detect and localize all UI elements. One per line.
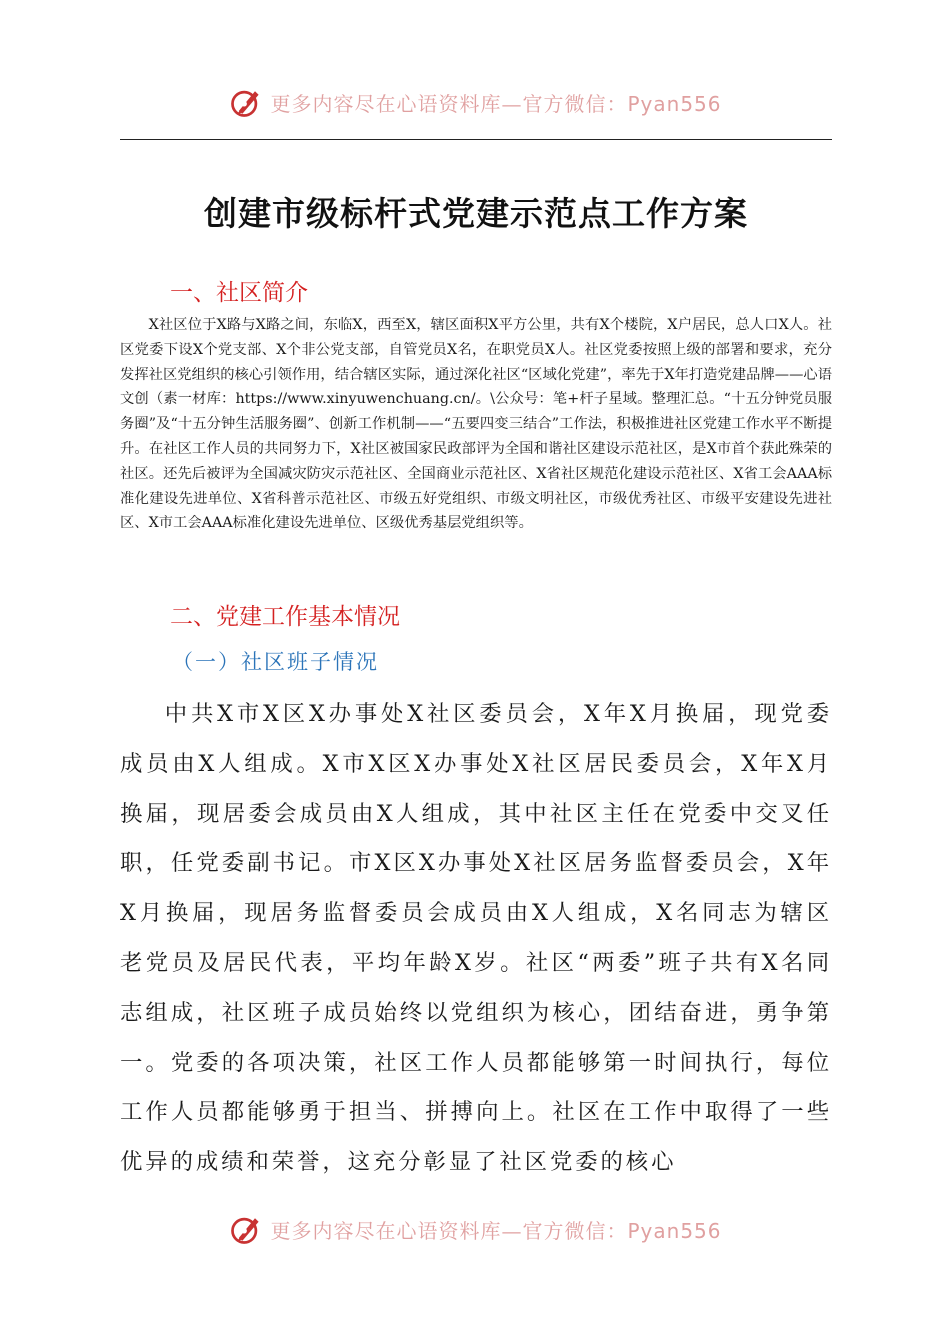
pen-nib-circle-logo-icon xyxy=(228,84,264,120)
banner-text xyxy=(270,1215,721,1244)
banner-message: 更多内容尽在心语资料库—官方微信： xyxy=(270,1218,628,1243)
leadership-paragraph: 中共X市X区X办事处X社区委员会，X年X月换届，现党委成员由X人组成。X市X区X办事处X社区居民委员会，X年X月换届，现居委会成员由X人组成，其中社区主任在党委中交叉任职，任党委副书记。市X区X办事处X社区居务监督委员会，X年X月换届，现居务监督委员会成员由X人组成，X名同志为辖区老党员及居民代表，平均年龄X岁。社区“两委”班子共有X名同志组成，社区班子成员始终以党组织为核心，团结奋进，勇争第一。党委的各项决策，社区工作人员都能够第一时间执行，每位工作人员都能够勇于担当、拼搏向上。社区在工作中取得了一些优异的成绩和荣誉，这充分彰显了社区党委的核心 xyxy=(120,701,832,1176)
section-heading-community-intro: 一、社区简介 xyxy=(170,280,308,306)
section-heading-party-work: 二、党建工作基本情况 xyxy=(170,604,400,630)
banner-wechat-id: Pyan556 xyxy=(627,91,722,116)
banner-text xyxy=(270,88,721,117)
banner-wechat-id: Pyan556 xyxy=(627,1218,722,1243)
header-banner xyxy=(0,80,950,124)
pen-nib-circle-logo-icon xyxy=(228,1211,264,1247)
header-divider xyxy=(120,139,832,140)
community-intro-paragraph: X社区位于X路与X路之间，东临X，西至X，辖区面积X平方公里，共有X个楼院，X户居民，总人口X人。社区党委下设X个党支部、X个非公党支部，自管党员X名，在职党员X人。社区党委按照上级的部署和要求，充分发挥社区党组织的核心引领作用，结合辖区实际，通过深化社区“区域化党建”，率先于X年打造党建品牌——心语文创（素一材库：https://www.xinyuwenchuang.cn/。\公众号：笔+杆子星域。整理汇总。“十五分钟党员服务圈”及“十五分钟生活服务圈”、创新工作机制——“五要四变三结合”工作法，积极推进社区党建工作水平不断提升。在社区工作人员的共同努力下，X社区被国家民政部评为全国和谐社区建设示范社区，是X市首个获此殊荣的社区。还先后被评为全国减灾防灾示范社区、全国商业示范社区、X省社区规范化建设示范社区、X省工会AAA标准化建设先进单位、X省科普示范社区、市级五好党组织、市级文明社区，市级优秀社区、市级平安建设先进社区、X市工会AAA标准化建设先进单位、区级优秀基层党组织等。 xyxy=(120,317,832,532)
document-title: 创建市级标杆式党建示范点工作方案 xyxy=(204,194,748,233)
banner-message: 更多内容尽在心语资料库—官方微信： xyxy=(270,91,628,116)
footer-banner xyxy=(0,1207,950,1251)
subsection-heading-leadership: （一）社区班子情况 xyxy=(172,650,379,674)
